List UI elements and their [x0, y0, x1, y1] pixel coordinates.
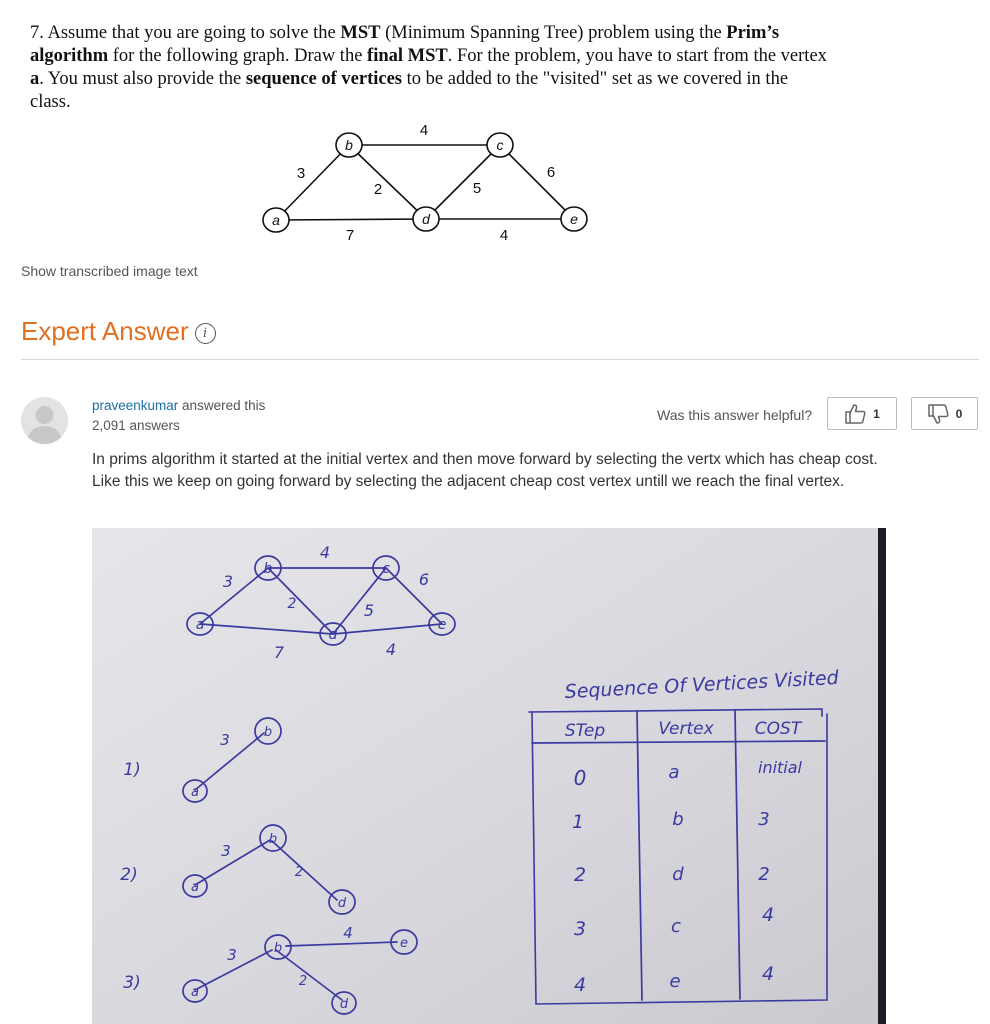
hw-row-2-cost: 2	[758, 864, 770, 885]
answer-body: In prims algorithm it started at the initial vertex and then move forward by selecting the vertx which has cheap cost. Like this we keep on going forward by selecting the adjacent cheap cost vertex untill we reach the final vertex.	[92, 451, 878, 490]
hw-vertex-a: a	[195, 617, 205, 633]
hw-weight-bc: 4	[319, 543, 331, 562]
hw-step-3-vertex-b: b	[273, 941, 283, 956]
hw-step-1-label: 1)	[123, 760, 141, 780]
hw-step-2-weight-ab: 3	[221, 842, 231, 860]
hw-step-1-vertex-a: a	[191, 785, 199, 800]
hw-vertex-d: d	[328, 627, 338, 643]
vertex-label-a: a	[272, 212, 280, 228]
vertex-label-b: b	[345, 137, 353, 153]
hw-row-4-step: 4	[573, 974, 587, 996]
hw-step-2-label: 2)	[120, 865, 138, 885]
hw-header-step: STep	[564, 721, 606, 741]
hw-row-0-vertex: a	[668, 762, 680, 783]
hw-row-0-cost: initial	[758, 758, 802, 777]
weight-bd: 2	[373, 181, 383, 198]
hw-weight-dc: 5	[363, 601, 375, 620]
hw-table-title: Sequence Of Vertices Visited	[564, 666, 840, 704]
hw-step-2-weight-bd: 2	[294, 865, 304, 880]
hw-row-4-cost: 4	[761, 963, 775, 985]
author-line	[92, 398, 265, 413]
hw-weight-de: 4	[385, 640, 397, 659]
hw-weight-ce: 6	[418, 570, 430, 589]
author-name-link[interactable]: praveenkumar	[92, 398, 179, 413]
hw-row-1-cost: 3	[758, 809, 770, 830]
hw-step-2-vertex-b: b	[268, 832, 278, 847]
thumbs-up-button[interactable]	[827, 397, 897, 430]
hw-weight-ab: 3	[222, 572, 234, 591]
hw-row-0-step: 0	[573, 766, 587, 790]
vertex-label-d: d	[422, 211, 430, 227]
handwritten-sketch	[92, 528, 886, 1024]
hw-row-2-step: 2	[573, 864, 587, 886]
edge-dc	[426, 145, 500, 219]
hw-weight-ad: 7	[273, 643, 285, 662]
thumbs-down-button[interactable]	[911, 397, 978, 430]
answers-count: 2,091 answers	[92, 418, 180, 433]
hw-header-cost: COST	[754, 719, 802, 739]
hw-step-2-vertex-d: d	[337, 896, 347, 911]
edge-ad	[276, 219, 426, 220]
helpful-label: Was this answer helpful?	[657, 407, 813, 423]
hw-step-1-vertex-b: b	[263, 725, 273, 740]
weight-de: 4	[499, 227, 509, 244]
hw-step-1-weight: 3	[220, 731, 230, 749]
info-icon[interactable]: i	[195, 323, 216, 344]
hw-header-vertex: Vertex	[658, 719, 714, 739]
edge-bd	[349, 145, 426, 219]
downvote-count: 0	[955, 406, 963, 421]
thumbs-up-icon	[844, 404, 866, 424]
weight-ab: 3	[296, 165, 306, 182]
hw-vertex-c: c	[382, 561, 390, 577]
hw-step-3-weight-de: 4	[343, 924, 353, 942]
divider	[21, 359, 979, 360]
hw-step-3-vertex-a: a	[191, 985, 199, 1000]
hw-step-3-vertex-d: d	[339, 997, 349, 1012]
expert-answer-heading	[21, 316, 216, 347]
user-silhouette-icon	[21, 397, 68, 444]
show-transcribed-link[interactable]: Show transcribed image text	[21, 263, 198, 279]
hw-weight-bd: 2	[287, 596, 297, 612]
hw-vertex-b: b	[263, 561, 273, 577]
vertex-label-c: c	[496, 137, 504, 153]
weight-dc: 5	[472, 180, 482, 197]
hw-vertex-e: e	[437, 617, 447, 633]
answer-photo	[92, 528, 886, 1024]
vertex-label-e: e	[570, 211, 578, 227]
answered-text: answered this	[178, 398, 266, 413]
avatar[interactable]	[21, 397, 68, 444]
edge-ab	[276, 145, 349, 220]
hw-row-3-vertex: c	[671, 916, 681, 937]
question-number: 7.	[30, 23, 44, 43]
weight-ad: 7	[345, 227, 355, 244]
expert-answer-title: Expert Answer	[21, 316, 189, 346]
weight-bc: 4	[419, 122, 429, 139]
hw-step-2-vertex-a: a	[191, 880, 199, 895]
upvote-count: 1	[873, 406, 880, 421]
hw-step-3-weight-ab: 3	[227, 946, 237, 964]
hw-row-4-vertex: e	[669, 971, 681, 992]
hw-step-3-label: 3)	[123, 973, 141, 993]
question-text: 7. Assume that you are going to solve the MST (Minimum Spanning Tree) problem using the Prim’s algorithm for the following graph. Draw the final MST. For the problem, you have to start from the vertex a. You must also provide the sequence of vertices to be added to the "visited" set as we covered in the class.	[30, 23, 827, 112]
question-graph	[250, 118, 600, 248]
hw-row-1-vertex: b	[672, 809, 684, 830]
hw-row-3-step: 3	[573, 918, 587, 940]
weight-ce: 6	[546, 164, 556, 181]
hw-step-3-vertex-e: e	[400, 936, 408, 951]
thumbs-down-icon	[927, 404, 949, 424]
edge-ce	[500, 145, 574, 219]
hw-step-3-weight-bd: 2	[298, 974, 308, 989]
hw-row-1-step: 1	[571, 811, 585, 833]
hw-row-3-cost: 4	[761, 904, 775, 926]
hw-row-2-vertex: d	[672, 864, 684, 885]
